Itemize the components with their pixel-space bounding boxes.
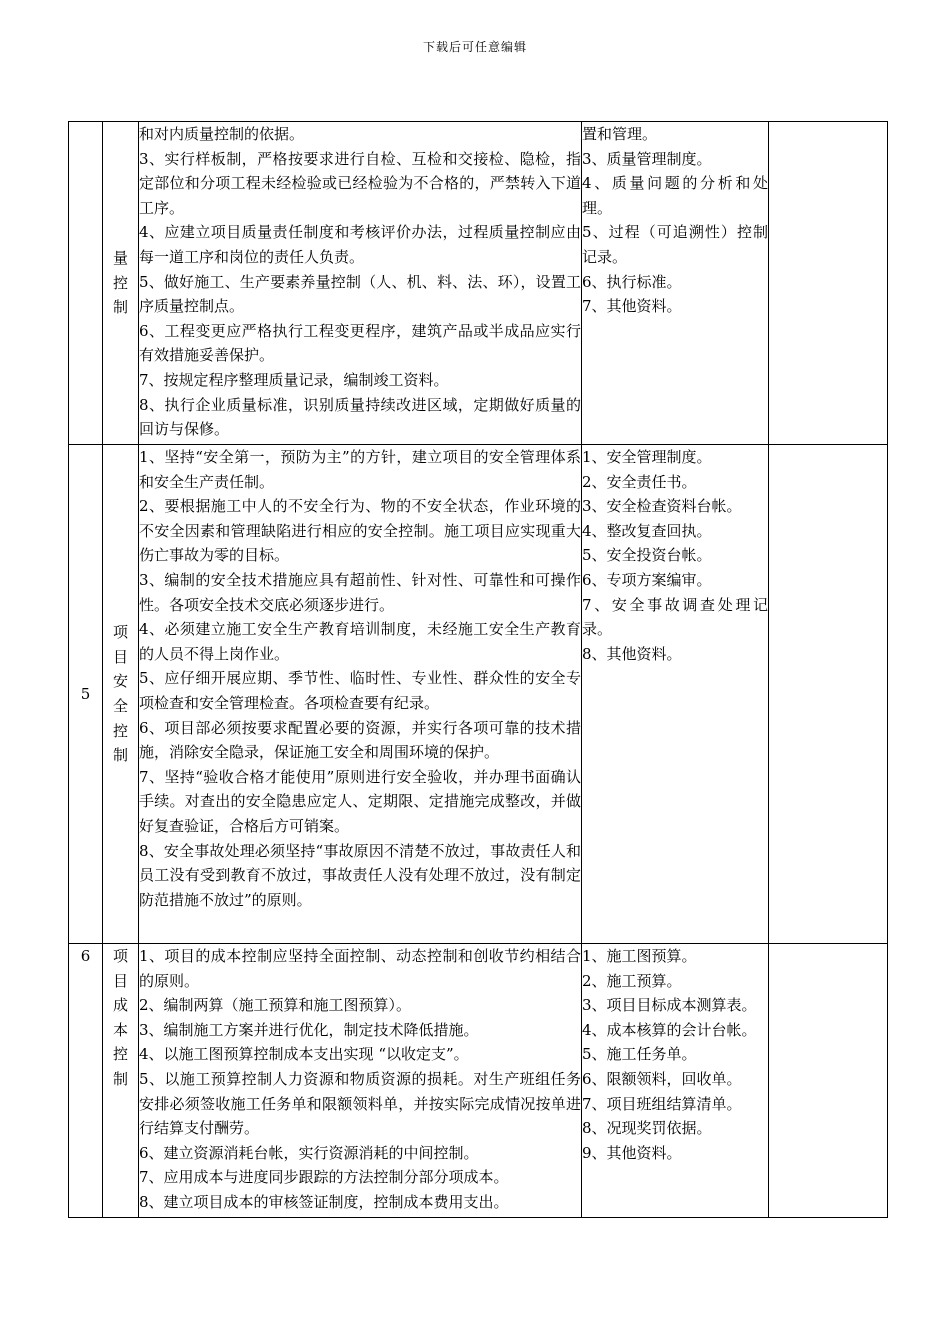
document-item: 6、限额领料，回收单。 — [582, 1069, 742, 1088]
requirement-item: 2、要根据施工中人的不安全行为、物的不安全状态，作业环境的不安全因素和管理缺陷进行相应的安全控制。施工项目应实现重大伤亡事故为零的目标。 — [139, 497, 581, 565]
document-item: 1、安全管理制度。 — [582, 448, 712, 466]
row-category — [103, 122, 139, 445]
category-vertical-text: 项 目 安 全 控 制 — [112, 623, 128, 765]
row-notes — [769, 122, 888, 445]
requirement-item: 8、安全事故处理必须坚持“事故原因不清楚不放过，事故责任人和员工没有受到教育不放过，事故责任人没有处理不放过，没有制定防范措施不放过”的原则。 — [139, 841, 581, 909]
document-item: 3、质量管理制度。 — [582, 149, 712, 168]
document-item: 9、其他资料。 — [582, 1143, 682, 1162]
requirement-item: 8、建立项目成本的审核签证制度，控制成本费用支出。 — [139, 1192, 509, 1211]
document-item: 8、其他资料。 — [582, 644, 682, 663]
row-documents — [582, 445, 769, 944]
table-row — [69, 122, 888, 445]
row-documents — [582, 122, 769, 445]
requirement-item: 5、做好施工、生产要素养量控制（人、机、料、法、环），设置工序质量控制点。 — [139, 272, 581, 316]
row-notes — [769, 944, 888, 1218]
document-item: 4、质量问题的分析和处理。 — [582, 174, 768, 217]
requirement-item: 5、以施工预算控制人力资源和物质资源的损耗。对生产班组任务安排必须签收施工任务单和限额领料单，并按实际完成情况按单进行结算支付酬劳。 — [139, 1069, 581, 1138]
row-category — [103, 944, 139, 1218]
requirement-item: 1、坚持“安全第一，预防为主”的方针，建立项目的安全管理体系和安全生产责任制。 — [139, 448, 581, 491]
document-item: 1、施工图预算。 — [582, 947, 697, 965]
requirement-item: 3、实行样板制，严格按要求进行自检、互检和交接检、隐检，指定部位和分项工程未经检验或已经检验为不合格的，严禁转入下道工序。 — [139, 149, 581, 217]
document-item: 2、安全责任书。 — [582, 472, 697, 491]
document-item: 6、执行标准。 — [582, 272, 682, 291]
row-requirements — [139, 122, 582, 445]
control-table — [68, 121, 888, 1218]
document-item: 7、安全事故调查处理记录。 — [582, 595, 768, 639]
row-documents — [582, 944, 769, 1218]
document-item: 7、其他资料。 — [582, 297, 682, 316]
document-item: 7、项目班组结算清单。 — [582, 1094, 742, 1113]
row-number: 5 — [69, 445, 103, 944]
category-vertical-text: 项 目 成 本 控 制 — [112, 947, 128, 1088]
requirement-item: 4、必须建立施工安全生产教育培训制度，未经施工安全生产教育的人员不得上岗作业。 — [139, 620, 581, 663]
requirement-item: 7、坚持“验收合格才能使用”原则进行安全验收，并办理书面确认手续。对查出的安全隐患应定人、定期限、定措施完成整改，并做好复查验证，合格后方可销案。 — [139, 767, 581, 835]
row-requirements — [139, 944, 582, 1218]
document-item: 5、施工任务单。 — [582, 1045, 697, 1064]
table-row — [69, 445, 888, 944]
page-header: 下载后可任意编辑 — [422, 40, 527, 54]
document-item: 4、整改复查回执。 — [582, 521, 712, 540]
document-item: 6、专项方案编审。 — [582, 570, 712, 589]
requirement-item: 3、编制施工方案并进行优化，制定技术降低措施。 — [139, 1020, 479, 1039]
requirement-item: 1、项目的成本控制应坚持全面控制、动态控制和创收节约相结合的原则。 — [139, 947, 581, 990]
requirement-item: 4、以施工图预算控制成本支出实现 “以收定支”。 — [139, 1045, 469, 1064]
document-item: 8、况现奖罚依据。 — [582, 1119, 712, 1138]
document-item: 3、项目目标成本测算表。 — [582, 996, 757, 1015]
document-item: 4、成本核算的会计台帐。 — [582, 1020, 757, 1039]
document-item: 置和管理。 — [582, 125, 658, 143]
requirement-item: 和对内质量控制的依据。 — [139, 125, 305, 143]
document-item: 5、过程（可追溯性）控制记录。 — [582, 223, 768, 266]
requirement-item: 7、应用成本与进度同步跟踪的方法控制分部分项成本。 — [139, 1168, 509, 1187]
table-row — [69, 944, 888, 1218]
row-category — [103, 445, 139, 944]
requirement-item: 2、编制两算（施工预算和施工图预算）。 — [139, 996, 412, 1015]
requirement-item: 6、建立资源消耗台帐，实行资源消耗的中间控制。 — [139, 1143, 479, 1162]
requirement-item: 5、应仔细开展应期、季节性、临时性、专业性、群众性的安全专项检查和安全管理检查。各项检查要有纪录。 — [139, 669, 581, 712]
row-number — [69, 122, 103, 445]
document-item: 2、施工预算。 — [582, 971, 682, 990]
category-vertical-text: 量 控 制 — [112, 249, 128, 317]
row-requirements — [139, 445, 582, 944]
requirement-item: 6、工程变更应严格执行工程变更程序，建筑产品或半成品应实行有效措施妥善保护。 — [139, 321, 581, 365]
requirement-item: 4、应建立项目质量责任制度和考核评价办法，过程质量控制应由每一道工序和岗位的责任人负责。 — [139, 223, 581, 266]
requirement-item: 7、按规定程序整理质量记录，编制竣工资料。 — [139, 370, 449, 389]
requirement-item: 6、项目部必须按要求配置必要的资源，并实行各项可靠的技术措施，消除安全隐录，保证施工安全和周围环境的保护。 — [139, 718, 581, 762]
requirement-item: 3、编制的安全技术措施应具有超前性、针对性、可靠性和可操作性。各项安全技术交底必须逐步进行。 — [139, 570, 581, 614]
document-item: 3、安全检查资料台帐。 — [582, 497, 742, 516]
row-notes — [769, 445, 888, 944]
requirement-item: 8、执行企业质量标准，识别质量持续改进区域，定期做好质量的回访与保修。 — [139, 395, 581, 439]
row-number: 6 — [69, 944, 103, 1218]
document-item: 5、安全投资台帐。 — [582, 546, 712, 565]
